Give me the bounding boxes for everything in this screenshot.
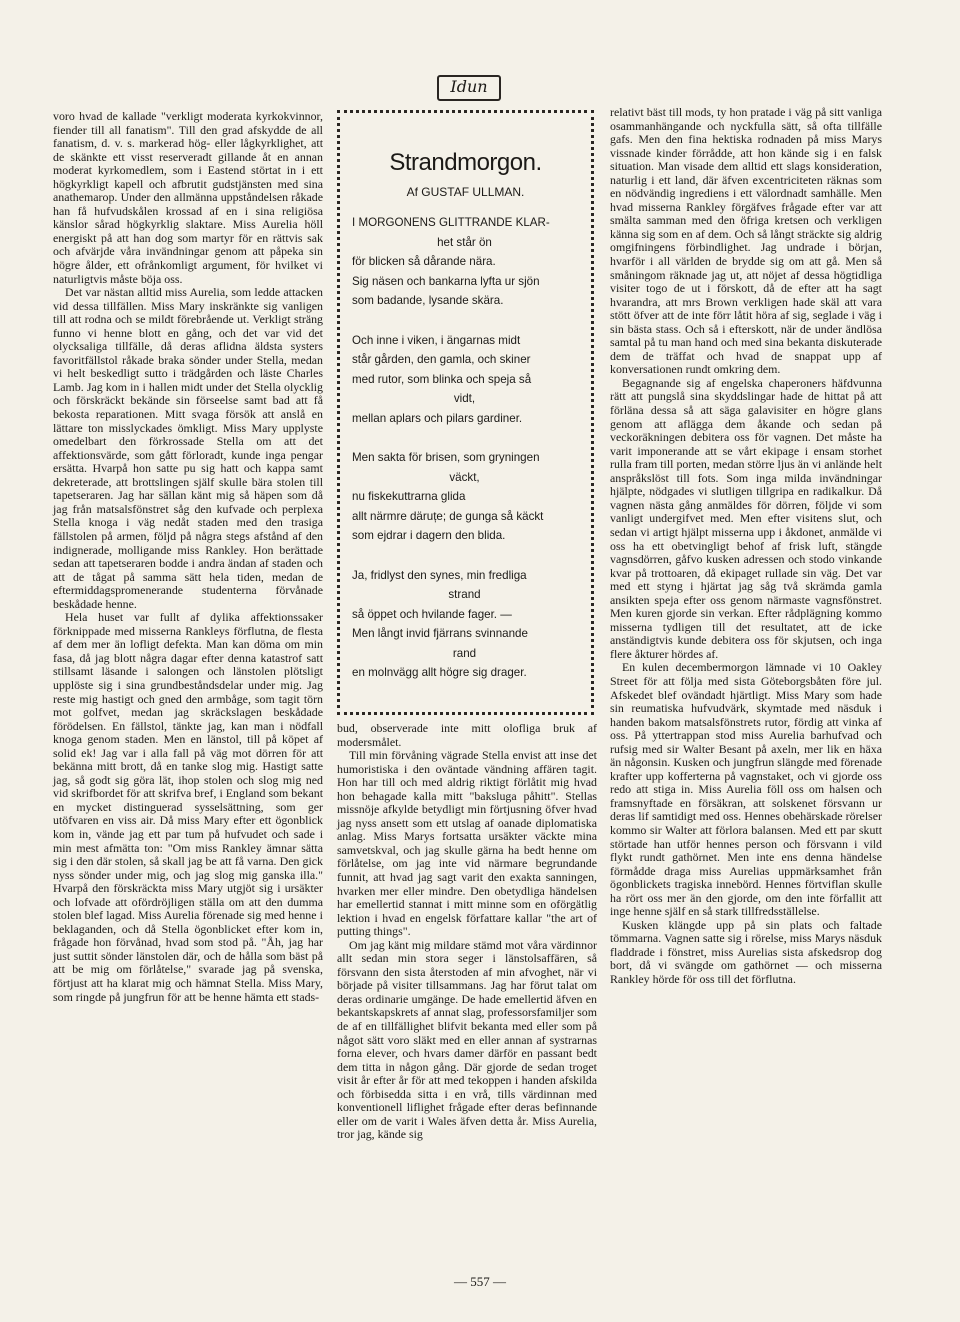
paragraph: bud, observerade inte mitt olofliga bruk af modersmålet. [337, 721, 597, 749]
poem-box [337, 110, 594, 715]
poem-line: Sig näsen och bankarna lyfta ur sjön [352, 274, 540, 288]
paragraph: Hela huset var fullt af dylika affektionssaker förknippade med misserna Rankleys förflutna, de flesta af dem mer än lofligt defekta. Man kan döma om min fasa, då jag blott några dagar efter denna katastrof satt stillsamt läsande i salongen och länstolen plötsligt upplöste sig i sina grundbeståndsdelar under mig. Jag reste mig hastigt och gned den armbåge, som tagit törn mot golfvet, medan jag skräckslagen beskådade förödelsen. En fällstol, tänkte jag, kan man i nödfall knoga genom staden. Men en länstol, till på köpet af solid ek! Jag var i alla fall på väg mot dörren för att bekänna mitt brott, då en tanke slog mig. Hastigt satte jag, så godt sig göra lät, ihop stolen och slog mig ned vid skrifbordet för att skrifva bref, i England som bekant en mycket distinguerad sysselsättning, som ger utöfvaren en viss air. Då miss Mary efter ett ögonblick kom in, vände jag ett par tum på hufvudet och sade i min mest afmätta ton: "Om miss Rankley ämnar sätta sig i den där stolen, så skall jag be att få varna. Den gick nyss sönder under mig, och jag slog mig ganska illa." Hvarpå den förskräckta miss Mary utgjöt sig i ursäkter och lofvade att ofördröjligen ställa om att den dumma stolen blef lagad. Miss Aurelia förenade sig med henne i beklaganden, och då Stella ögonblicket efter kom in, frågade hon förvånad, hvad som stod på. "Åh, jag har just suttit sönder länstolen där, och de hålla som bäst på att be mig om förlåtelse," svarade jag på svenska, förtjust att ha klarat mig och hämnat Stella. Miss Mary, som ringde på jungfrun för att be henne hämta ett stads- [53, 610, 323, 1004]
poem-line: I MORGONENS GLITTRANDE KLAR- [352, 216, 550, 229]
poem-line: Men sakta för brisen, som gryningen [352, 451, 540, 464]
paragraph: Kusken klängde upp på sin plats och faltade tömmarna. Vagnen satte sig i rörelse, miss Marys näsduk fladdrade i fönstret, miss Aurelias sista afskedsrop dog bort, då vi svängde om gathörnet — och misserna Rankley hörde för oss till det förflutna. [610, 917, 882, 986]
poem-line: rand [452, 646, 477, 660]
poem-line: så öppet och hvilande fager. — [352, 607, 512, 621]
poem-author: Af GUSTAF ULLMAN. [406, 185, 525, 199]
paragraph: relativt bäst till mods, ty hon pratade i väg på sitt vanliga osammanhängande och nyckfulla sätt, så ofta tillfälle gafs. Men den fina hektiska rodnaden på miss Marys vissnade kinder förrådde, att hon kände sig i en falsk situation. Man visade dem alltid ett slags konsideration, naturlig i ett land, där äfven excentriciteten räknas som en nödvändig ingrediens i ett välordnadt samhälle. Men hvad misserna Rankley förgäfves frågade efter var att smälta samman med den öfriga kretsen och verkligen känna sig som en af dem. Och så långt sträckte sig aldrig omgifningens förbindlighet. Jag undrade i början, hvarför i all världen de brydde sig om att gå. Men så småningom räknade jag ut, att nöjet af dessa högtidliga visiter togo de ut i förskott, då de efter att ha sagt hvarandra, att mrs Brown verkligen hade skäl att vara stött öfver att de inte förr låtit höra af sig, seglade i väg i sin bästa stass. Och så i efterskott, när de under ändlösa samtal på tu man hand och med sina bekanta diskuterade dem de träffat och hvad de snappat upp af konversationen rundt omkring dem. [610, 105, 882, 377]
paragraph: Det var nästan alltid miss Aurelia, som ledde attacken vid dessa tillfällen. Miss Mary inskränkte sig vanligen till att rodna och se mildt förebrående ut. Verkligt sträng funno vi henne blott en gång, och det var vid det olycksaliga tillfälle, då deras aflidna äldsta systers favoritfällstol råkade braka sönder under Stella, medan vi helt beskedligt sutto i trädgården och läste Charles Lamb. Jag kom in i hallen midt under det Stella olycklig och förskräckt bekände sin förseelse samt bad att få bekosta reparationen. Mitt svaga försök att anslå en lättare ton misslyckades ömkligt. Miss Mary upplyste omedelbart den förkrossade Stella om att det affektionsvärde, som gått förloradt, kunde inga pengar ersätta. Hvarpå hon satte pu sig hatt och kappa samt dekreterade, att brottslingen själf skulle bära stolen till tapetseraren. Jag har sällan känt mig så häpen som då jag från matsalsfönstret såg den kufvade och perplexa Stella knoga i väg nedåt staden med den trasiga fällstolen på armen, följd på några stegs afstånd af den indignerade, molligande miss Rankley. Hon berättade sedan att tapetseraren bodde i andra ändan af staden och att de tågat på samma sätt hela tiden, medan de eftermiddagspromenerande studenterna förvånade beskådade henne. [53, 285, 323, 611]
paragraph: Om jag känt mig mildare stämd mot våra värdinnor allt sedan min stora seger i länstolsaffären, så försvann den sista återstoden af min afvoghet, när vi började på visiter tillsammans. Jag har förut talat om deras ordinarie umgänge. De hade emellertid äfven en bekantskapskrets af annat slag, professorsfamiljer som de af en tillfällighet blifvit bekanta med eller som på något sätt voro släkt med en eller annan af systrarnas forna elever, och hvars damer därför en passant bedt dem titta in någon gång. Där gjorde de sedan troget visit år efter år för att med tekoppen i handen afskilda och förbisedda sitta i en vrå, tills värdinnan med konventionell liflighet frågade efter deras befinnande eller om de varit i Wales äfven detta år. Miss Aurelia, tror jag, kände sig [337, 937, 597, 1142]
poem-line: en molnvägg allt högre sig drager. [352, 666, 527, 679]
poem-line: med rutor, som blinka och speja så [352, 372, 532, 386]
middle-text-column [337, 722, 597, 1142]
poem-line: vidt, [453, 392, 476, 405]
poem-line: står gården, den gamla, och skiner [352, 353, 531, 366]
page-number: — 557 — [454, 1274, 506, 1289]
poem-body [352, 213, 577, 683]
poem-line: mellan aplars och pilars gardiner. [352, 411, 523, 425]
poem-line: Och inne i viken, i ängarnas midt [352, 333, 521, 347]
right-text-column [610, 106, 882, 987]
poem-line: väckt, [449, 470, 480, 484]
magazine-logo: Idun [437, 75, 501, 101]
poem-line: Ja, fridlyst den synes, min fredliga [352, 568, 527, 582]
poem-line: nu fiskekuttrarna glida [352, 490, 466, 503]
poem-line: som ejdrar i dagern den blida. [352, 529, 506, 542]
poem-line: allt närmre däruțe; de gunga så käckt [352, 509, 544, 523]
poem-title: Strandmorgon. [389, 149, 542, 176]
left-text-column [53, 110, 323, 1004]
poem-line: strand [448, 588, 481, 601]
poem-line: för blicken så dårande nära. [352, 255, 496, 268]
paragraph: voro hvad de kallade "verkligt moderata kyrkokvinnor, fiender till all fanatism". Till den grad afskydde de all fanatism, d. v. s. markerad hög- eller lågkyrklighet, att de skänkte ett visst reserveradt gillande åt en annan moderat kyrkomedlem, som i Eastend störtat in i ett högkyrkligt kapell och afbrutit gudstjänsten med sina anathemarop. Under den allmänna uppståndelsen råkade han få hufvudskålen krossad af en i sina religiösa känslor sårad högkyrklig slaktare. Miss Aurelia höll energiskt på att han dog som martyr för en rättvis sak och afvärjde våra invändningar genom att påpeka sin högre ålder, ett ofrånkomligt argument, för hvilket vi naturligtvis måste böja oss. [53, 109, 323, 286]
poem-line: het står ön [437, 235, 492, 249]
poem-line: Men långt invid fjärrans svinnande [352, 627, 528, 640]
paragraph: En kulen decembermorgon lämnade vi 10 Oakley Street för att följa med sista Göteborgsbåten före jul. Afskedet blef ovändadt hjärtligt. Miss Mary som hade sin reumatiska hufvudvärk, skymtade med näsduk i handen bakom matsalsfönstrets rutor, fördig att vinka af oss. På yttertrappan stod miss Aurelia barhufvad och rufsig med sir Walter Besant på axeln, mer lik en häxa än någonsin. Kusken och jungfrun slängde med förenade krafter upp kofferterna på vagnstaket, och vi gjorde oss redo att stiga in. Miss Aurelia föll oss om halsen och framsnyftade en försäkran, att solskenet försvann ur deras lif samtidigt med oss. Hennes obehärskade rörelser kommo sir Walter att förlora balansen. Med ett par skutt störtade han utför hennes person och försvann i vild flykt rundt gathörnet. Men inte ens denna händelse förmådde draga miss Aurelias uppmärksamhet från ögonblickets tragiska innebörd. Hennes förtviflan skulle ha rört oss mer än den gjorde, om den inte förfallit att inge henne själf en så stark tillfredsställelse. [610, 660, 882, 919]
paragraph: Begagnande sig af engelska chaperoners häfdvunna rätt att pungslå sina skyddslingar hade de hittat på att förläna dessa så att säga galavisiter en högre glans genom att aflägga dem åkande och sedan på veckoräkningen debitera oss för vagnen. Det måste ha varit imponerande att se vårt ekipage i ensam storhet rulla fram till porten, medan större ljus än vi anlände helt anspråkslöst till fots. Som inga milda invändningar hjälpte, nödgades vi slutligen tillgripa en radikalkur. Då vagnen nästa gång anmäldes för dörren, följde vi som vanligt undergifvet med. Men efter visitens slut, och sedan vi artigt hjälpt misserna upp i åkdonet, anmälde vi oss ha ett obetvingligt behof af frisk luft, stängde vagnsdörren, gåfvo kusken adressen och stodo vinkande kvar på trottoaren, då ekipaget rullade sin väg. Det var med ett styng i hjärtat jag såg två skrämda gamla ansikten speja efter oss genom närmaste vagnsfönstret. Men kuren gjorde sin verkan. Efter rådplägning kommo misserna tydligen till det resultatet, att de icke anständigtvis kunde debitera oss för skjutsen, och inga flere åkturer hördes af. [610, 375, 882, 661]
paragraph: Till min förvåning vägrade Stella envist att inse det humoristiska i den oväntade vändning affären tagit. Hon har till och med aldrig riktigt förlåtit mig hvad hon behagade kalla mitt "baksluga påhitt". Stellas missnöje afkylde betydligt min förtjusning öfver hvad jag nyss ansett som ett utslag af oanade diplomatiska anlag. Miss Marys fortsatta ursäkter väckte mina samvetskval, och jag skulle gärna ha bedt henne om förlåtelse, om jag inte vid närmare begrundande funnit, att hvad jag sagt varit den exakta sanningen, hvarken mer eller mindre. Den obetydliga händelsen har emellertid stannat i mitt minne som en oförgätlig lektion i hvad en engelsk författare kallar "the art of putting things". [337, 748, 597, 939]
poem-line: som badande, lysande skära. [352, 294, 504, 307]
